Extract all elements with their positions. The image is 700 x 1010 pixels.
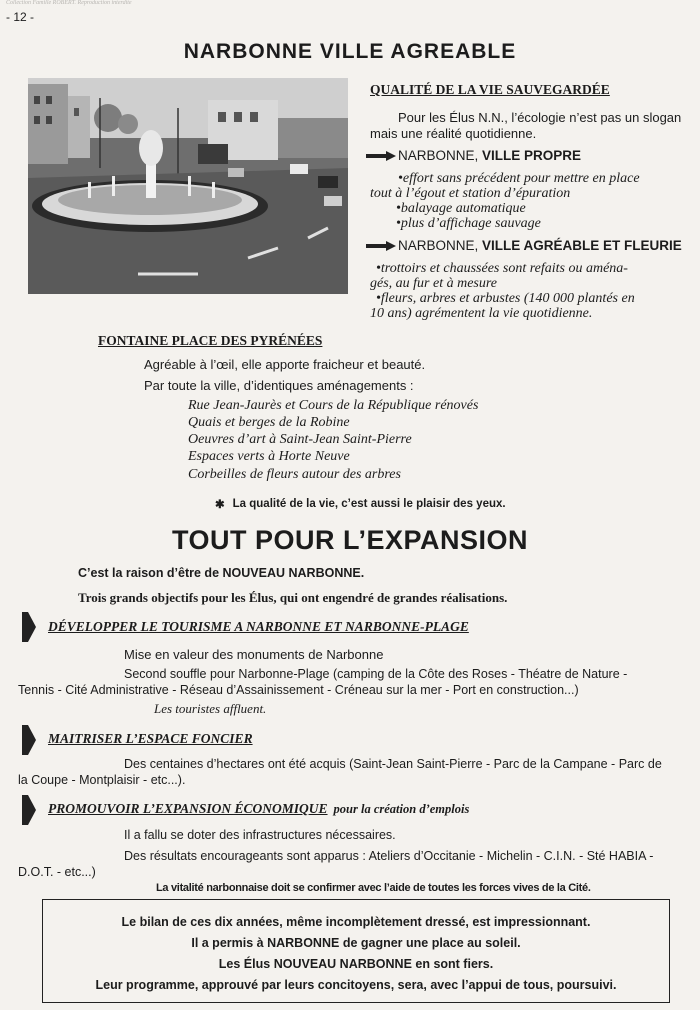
foncier-line-2: la Coupe - Montplaisir - etc...). (18, 773, 186, 787)
arrow-right-icon (366, 241, 396, 251)
fontaine-line-2: Par toute la ville, d’identiques aménagements : (144, 378, 414, 393)
propre-heading (366, 148, 581, 163)
fountain-photo (28, 78, 348, 294)
fleurie-heading (366, 238, 682, 253)
expansion-line-1a: C’est la raison d’être de (78, 566, 220, 580)
economie-line-2: Des résultats encourageants sont apparus : Ateliers d’Occitanie - Michelin - C.I.N. - Sté HABIA - (124, 849, 654, 863)
quality-intro-2: mais une réalité quotidienne. (370, 126, 537, 141)
propre-line: •effort sans précédent pour mettre en place (398, 171, 640, 186)
fontaine-heading: FONTAINE PLACE DES PYRÉNÉES (98, 333, 323, 348)
expansion-line-2: Trois grands objectifs pour les Élus, qui ont engendré de grandes réalisations. (78, 590, 508, 605)
propre-line: •plus d’affichage sauvage (396, 216, 541, 231)
fontaine-list-item: Espaces verts à Horte Neuve (188, 449, 350, 464)
box-line-2a: Il a permis à (191, 936, 264, 950)
page-number: - 12 - (6, 10, 35, 24)
economie-title: PROMOUVOIR L’EXPANSION ÉCONOMIQUE (48, 801, 328, 816)
fleurie-line: •fleurs, arbres et arbustes (140 000 plantés en (376, 291, 635, 306)
fontaine-note (215, 497, 506, 511)
expansion-line-1 (78, 566, 364, 580)
tourisme-line-1: Mise en valeur des monuments de Narbonne (124, 647, 384, 662)
expansion-title: TOUT POUR L’EXPANSION (171, 525, 529, 555)
fontaine-list-item: Oeuvres d’art à Saint-Jean Saint-Pierre (188, 432, 412, 447)
section-marker-icon (22, 612, 36, 642)
propre-bold: VILLE PROPRE (482, 148, 582, 163)
box-line-2 (43, 933, 669, 954)
fleurie-line: gés, au fur et à mesure (370, 276, 498, 291)
fontaine-list-item: Rue Jean-Jaurès et Cours de la République rénovés (188, 398, 479, 413)
box-line-4: Leur programme, approuvé par leurs concitoyens, sera, avec l’appui de tous, poursuivi. (95, 978, 617, 992)
tourisme-line-2: Second souffle pour Narbonne-Plage (camping de la Côte des Roses - Théatre de Nature - (124, 667, 628, 681)
page-title: NARBONNE VILLE AGREABLE (183, 40, 517, 63)
economie-line-3: D.O.T. - etc...) (18, 865, 96, 879)
quality-intro-1: Pour les Élus N.N., l’écologie n’est pas un slogan (398, 110, 682, 125)
fleurie-label: NARBONNE, (398, 238, 479, 253)
foncier-title: MAITRISER L’ESPACE FONCIER (48, 731, 253, 746)
fontaine-line-1: Agréable à l’œil, elle apporte fraicheur et beauté. (144, 357, 426, 372)
fleurie-bold: VILLE AGRÉABLE ET FLEURIE (482, 238, 682, 253)
fontaine-note-text: La qualité de la vie, c’est aussi le plaisir des yeux. (232, 498, 506, 510)
box-line-3 (43, 954, 669, 975)
fleurie-line: •trottoirs et chaussées sont refaits ou aména- (376, 261, 628, 276)
box-line-3b: NOUVEAU NARBONNE (273, 957, 412, 971)
fontaine-list-item: Quais et berges de la Robine (188, 415, 350, 430)
archive-note: Collection Famille ROBERT. Reproduction interdite (6, 0, 132, 6)
fleurie-line: 10 ans) agrémentent la vie quotidienne. (370, 306, 593, 321)
expansion-line-1b: NOUVEAU NARBONNE. (222, 566, 365, 580)
box-line-3c: en sont fiers. (415, 957, 494, 971)
economie-line-1: Il a fallu se doter des infrastructures nécessaires. (124, 828, 396, 842)
tourisme-line-3: Tennis - Cité Administrative - Réseau d’Assainissement - Créneau sur la mer - Port en construction...) (18, 683, 579, 697)
conclusion-box (42, 899, 670, 1003)
foncier-line-1: Des centaines d’hectares ont été acquis (Saint-Jean Saint-Pierre - Parc de la Campane - Parc de (124, 757, 662, 771)
section-marker-icon (22, 725, 36, 755)
box-line-2b: NARBONNE (267, 936, 340, 950)
fontaine-list-item: Corbeilles de fleurs autour des arbres (188, 467, 401, 482)
propre-line: •balayage automatique (396, 201, 526, 216)
box-line-1: Le bilan de ces dix années, même incomplètement dressé, est impressionnant. (121, 915, 591, 929)
propre-label: NARBONNE, (398, 148, 479, 163)
propre-line: tout à l’égout et station d’épuration (370, 186, 571, 201)
section-marker-icon (22, 795, 36, 825)
box-line-3a: Les Élus (218, 957, 271, 971)
economie-line-4: La vitalité narbonnaise doit se confirmer avec l’aide de toutes les forces vives de la Cité. (156, 882, 591, 894)
bullet-star-icon: ✱ (215, 499, 225, 511)
quality-heading: QUALITÉ DE LA VIE SAUVEGARDÉE (370, 82, 610, 97)
tourisme-title: DÉVELOPPER LE TOURISME A NARBONNE ET NARBONNE-PLAGE (48, 619, 469, 634)
box-line-2c: de gagner une place au soleil. (342, 936, 521, 950)
economie-heading (48, 801, 469, 817)
economie-subtitle: pour la création d’emplois (333, 802, 470, 816)
arrow-right-icon (366, 151, 396, 161)
tourisme-line-4: Les touristes affluent. (154, 701, 267, 716)
